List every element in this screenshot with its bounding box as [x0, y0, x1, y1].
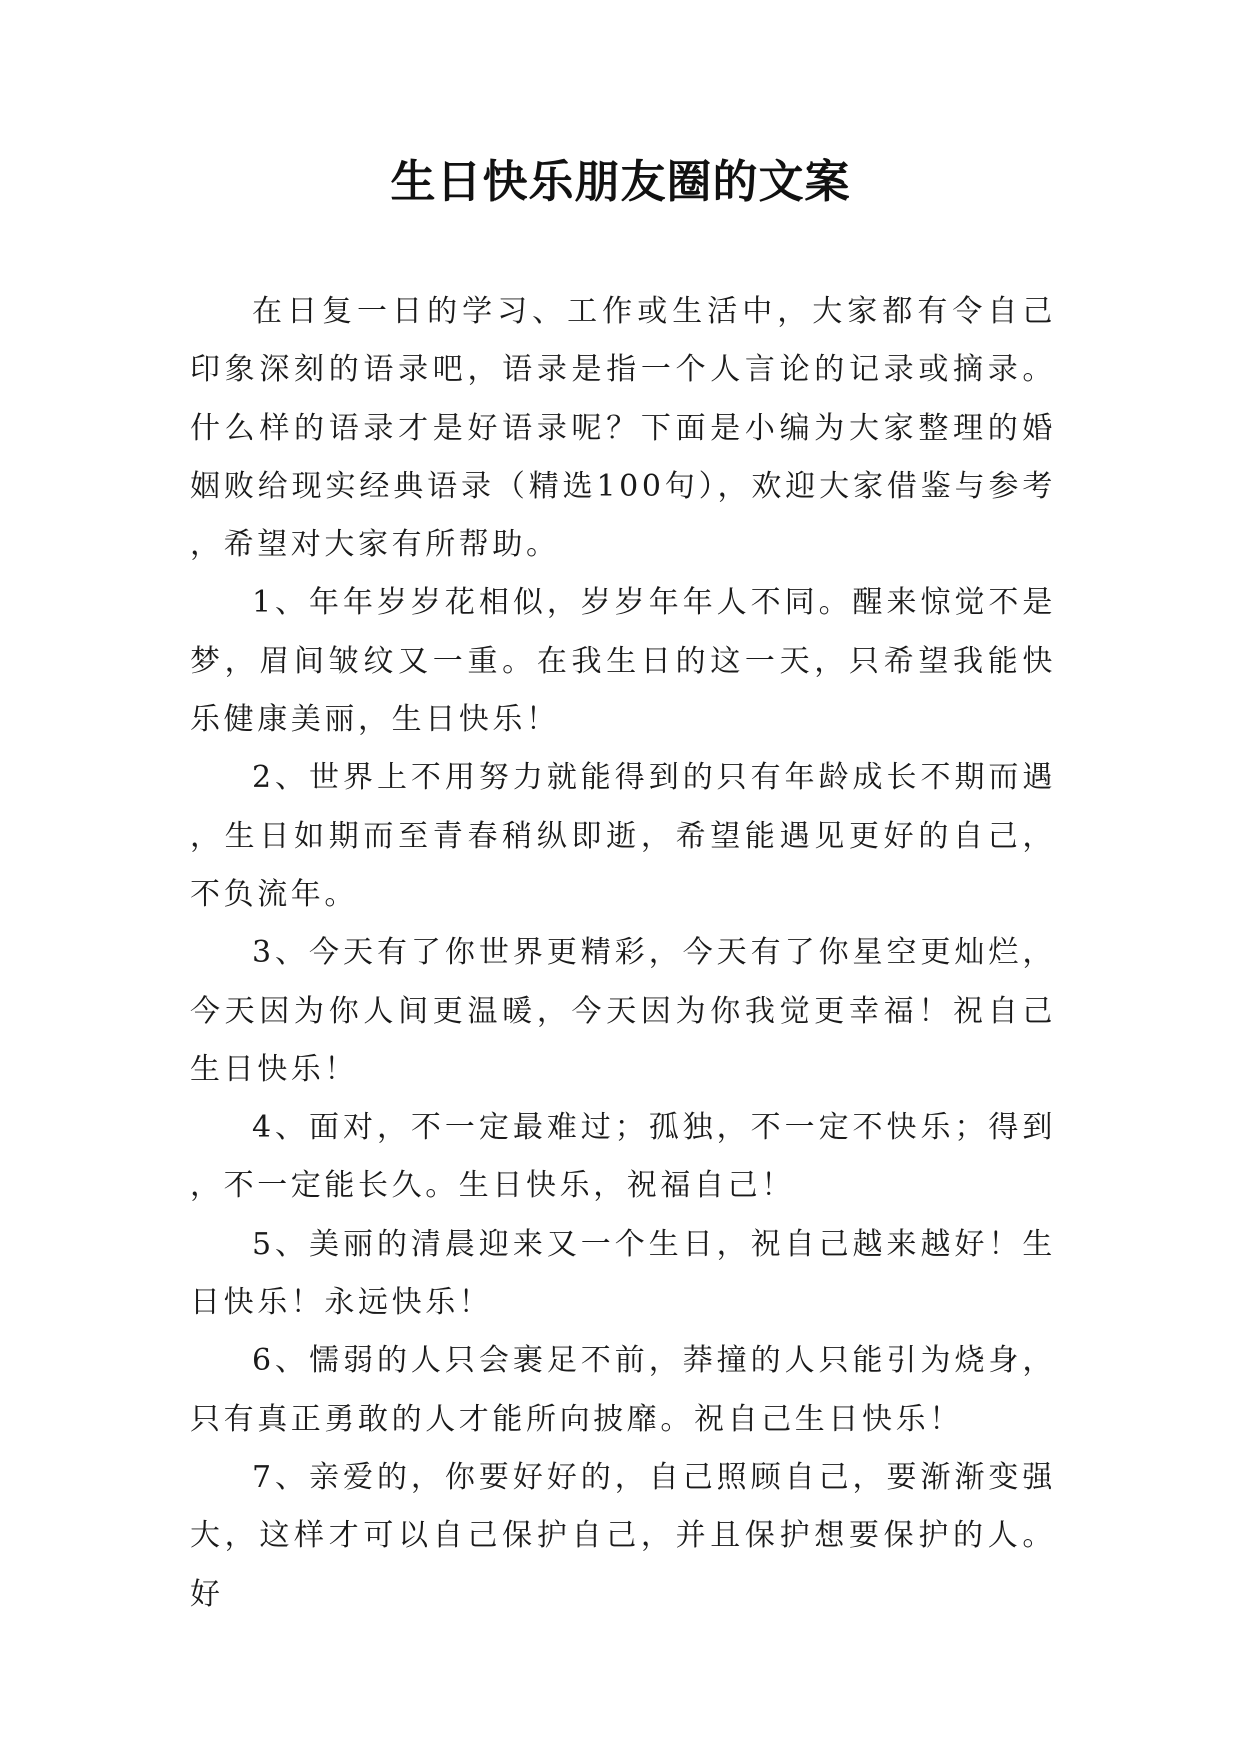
quote-paragraph-4: 4、面对，不一定最难过；孤独，不一定不快乐；得到，不一定能长久。生日快乐，祝福自己！: [190, 1110, 1056, 1204]
quote-paragraph-7: 7、亲爱的，你要好好的，自己照顾自己，要渐渐变强大，这样才可以自己保护自己，并且保护想要保护的人。好: [190, 1459, 1056, 1612]
quote-paragraph-3: 3、今天有了你世界更精彩，今天有了你星空更灿烂，今天因为你人间更温暖，今天因为你我觉更幸福！祝自己生日快乐！: [190, 935, 1056, 1087]
document-title: 生日快乐朋友圈的文案: [390, 155, 851, 208]
quote-paragraph-2: 2、世界上不用努力就能得到的只有年龄成长不期而遇，生日如期而至青春稍纵即逝，希望能遇见更好的自己，不负流年。: [190, 760, 1056, 912]
quote-paragraph-1: 1、年年岁岁花相似，岁岁年年人不同。醒来惊觉不是梦，眉间皱纹又一重。在我生日的这一天，只希望我能快乐健康美丽，生日快乐！: [190, 585, 1056, 738]
quote-paragraph-5: 5、美丽的清晨迎来又一个生日，祝自己越来越好！生日快乐！永远快乐！: [190, 1226, 1056, 1321]
quote-paragraph-6: 6、懦弱的人只会裹足不前，莽撞的人只能引为烧身，只有真正勇敢的人才能所向披靡。祝自己生日快乐！: [190, 1343, 1056, 1437]
intro-paragraph: 在日复一日的学习、工作或生活中，大家都有令自己印象深刻的语录吧，语录是指一个人言论的记录或摘录。什么样的语录才是好语录呢？下面是小编为大家整理的婚姻败给现实经典语录（精选100句），欢迎大家借鉴与参考，希望对大家有所帮助。: [190, 294, 1056, 563]
document-body: [190, 283, 1056, 1624]
